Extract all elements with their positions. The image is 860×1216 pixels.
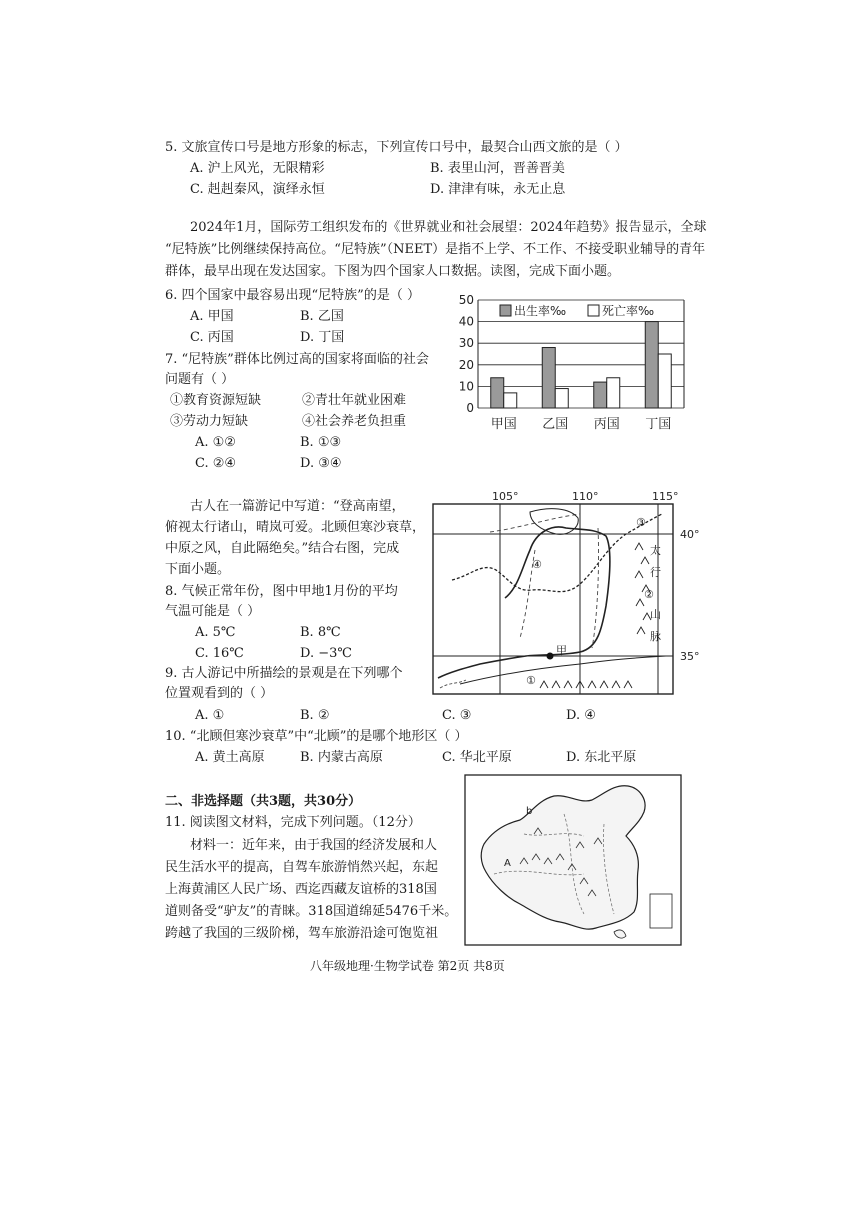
q7-stem-line1: 7. “尼特族”群体比例过高的国家将面临的社会 [165,352,429,367]
chart-bar [607,378,620,408]
material1-line5: 跨越了我国的三级阶梯，驾车旅游沿途可饱览祖 [165,926,439,941]
passage1-line2: “尼特族”比例继续保持高位。“尼特族”（NEET）是指不上学、不工作、不接受职业辅导的青年 [165,242,706,257]
q10-option-c: C. 华北平原 [442,750,512,765]
q9-option-c: C. ③ [442,708,472,723]
q7-option-c: C. ②④ [195,456,237,471]
map1-marker-4: ④ [532,558,542,571]
q6-option-a: A. 甲国 [190,309,234,324]
chart-bar [594,382,607,408]
map1-lat35: 35° [680,650,700,663]
chart-bar [658,354,671,408]
q10-stem: 10. “北顾但寒沙衰草”中“北顾”的是哪个地形区（ ） [165,729,468,744]
q9-option-a: A. ① [195,708,225,723]
chart-bar [645,322,658,408]
chart-ytick-label: 10 [458,379,474,394]
chart-legend-label: 出生率‰ [514,304,567,318]
chart-ytick-label: 0 [466,401,474,415]
q7-option-b: B. ①③ [300,435,342,450]
q9-stem-line1: 9. 古人游记中所描绘的景观是在下列哪个 [165,666,403,681]
q10-option-a: A. 黄土高原 [195,750,265,765]
q6-option-d: D. 丁国 [300,330,345,345]
passage2-line4: 下面小题。 [165,562,231,577]
material1-line1: 材料一：近年来，由于我国的经济发展和人 [190,838,438,853]
china-map [464,774,682,946]
map1-jia-label: 甲 [556,644,567,657]
map1-mountain-char2: 行 [650,566,661,579]
chart-category-label: 甲国 [490,417,517,432]
map2-label-b: b [526,806,533,817]
q6-option-b: B. 乙国 [300,309,344,324]
page-footer: 八年级地理·生物学试卷 第2页 共8页 [310,959,505,973]
q10-option-d: D. 东北平原 [566,750,637,765]
q8-stem-line2: 气温可能是（ ） [165,604,261,619]
map1-marker-1: ① [526,674,536,687]
chart-bar [491,378,504,408]
q6-option-c: C. 丙国 [190,330,234,345]
map1-lon105: 105° [492,490,519,503]
chart-ytick-label: 30 [458,336,474,351]
taihang-region-map [430,488,700,700]
q7-statement-2: ②青壮年就业困难 [302,393,407,408]
material1-line2: 民生活水平的提高，自驾车旅游悄然兴起，东起 [165,860,439,875]
chart-ytick-label: 20 [458,357,474,372]
q8-stem-line1: 8. 气候正常年份，图中甲地1月份的平均 [165,584,398,599]
chart-ytick-label: 40 [458,314,474,329]
q5-option-a: A. 沪上风光，无限精彩 [190,161,325,176]
q7-option-d: D. ③④ [300,456,342,471]
map2-label-a: A [504,858,511,869]
map1-mountain-char1: 太 [650,544,661,557]
section2-heading: 二、非选择题（共3题，共30分） [165,794,362,809]
q5-option-c: C. 赳赳秦风，演绎永恒 [190,182,325,197]
q10-option-b: B. 内蒙古高原 [300,750,383,765]
map1-lat40: 40° [680,528,700,541]
chart-category-label: 丁国 [645,417,672,432]
q9-option-d: D. ④ [566,708,596,723]
q7-statement-4: ④社会养老负担重 [302,414,407,429]
chart-category-label: 乙国 [542,417,569,432]
q8-option-d: D. −3℃ [300,646,352,661]
q7-statement-3: ③劳动力短缺 [170,414,249,429]
map1-jia-marker [547,653,554,660]
material1-line4: 道则备受“驴友”的青睐。318国道绵延5476千米。 [165,904,458,919]
q8-option-a: A. 5℃ [195,625,236,640]
chart-legend-label: 死亡率‰ [602,304,655,318]
chart-category-label: 丙国 [593,417,620,432]
map1-lon115: 115° [652,490,679,503]
q8-option-c: C. 16℃ [195,646,244,661]
population-bar-chart [452,292,688,442]
q7-stem-line2: 问题有（ ） [165,372,235,387]
map1-mountain-char4: 脉 [650,630,661,643]
map1-marker-3: ③ [636,516,646,529]
map1-lon110: 110° [572,490,599,503]
passage1-line3: 群体，最早出现在发达国家。下图为四个国家人口数据。读图，完成下面小题。 [165,264,621,279]
passage2-line1: 古人在一篇游记中写道：“登高南望， [190,499,405,514]
q7-statement-1: ①教育资源短缺 [170,393,262,408]
chart-ytick-label: 50 [458,293,474,307]
q9-option-b: B. ② [300,708,330,723]
map1-marker-2: ② [644,588,654,601]
chart-legend-swatch [500,305,511,316]
chart-bar [555,389,568,408]
material1-line3: 上海黄浦区人民广场、西迄西藏友谊桥的318国 [165,882,437,897]
q8-option-b: B. 8℃ [300,625,341,640]
passage1-line1: 2024年1月，国际劳工组织发布的《世界就业和社会展望：2024年趋势》报告显示，全球 [190,220,707,235]
chart-bar [504,393,517,408]
q7-option-a: A. ①② [195,435,236,450]
q9-stem-line2: 位置观看到的（ ） [165,686,274,701]
q5-option-d: D. 津津有味，永无止息 [430,182,566,197]
passage2-line2: 俯视太行诸山，晴岚可爱。北顾但寒沙衰草， [165,520,426,535]
chart-legend-swatch [588,305,599,316]
q11-stem: 11. 阅读图文材料，完成下列问题。（12分） [165,815,421,830]
q5-stem: 5. 文旅宣传口号是地方形象的标志，下列宣传口号中，最契合山西文旅的是（ ） [165,140,628,155]
q6-stem: 6. 四个国家中最容易出现“尼特族”的是（ ） [165,288,420,303]
q5-option-b: B. 表里山河，晋善晋美 [430,161,565,176]
map1-mountain-char3: 山 [650,608,661,621]
chart-bar [542,348,555,408]
passage2-line3: 中原之风，自此隔绝矣。”结合右图，完成 [165,541,400,556]
